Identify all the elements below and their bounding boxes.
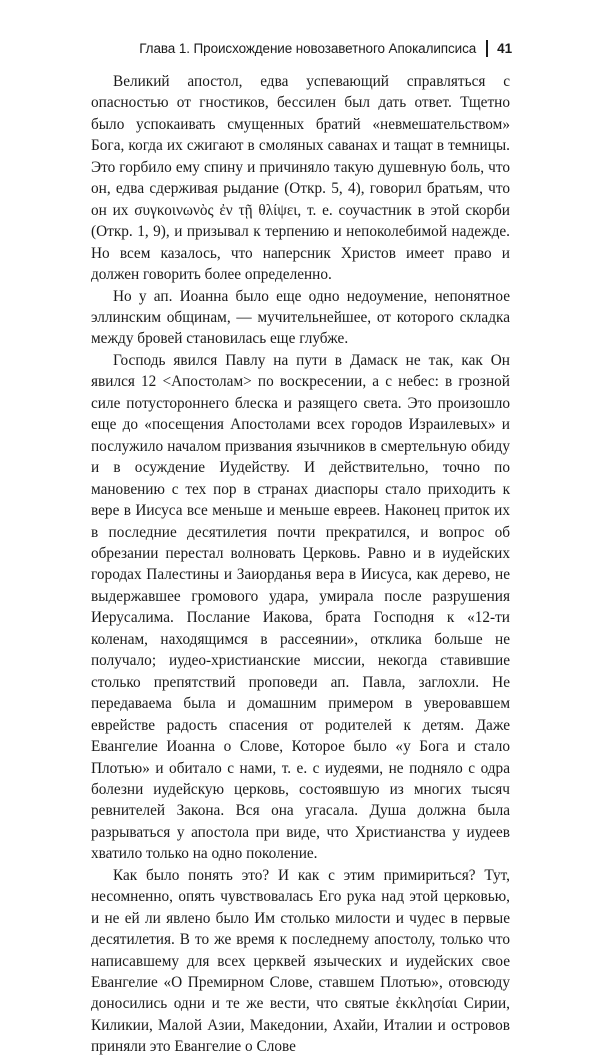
chapter-title: Глава 1. Происхождение новозаветного Апокалипсиса [139, 41, 477, 56]
paragraph: Господь явился Павлу на пути в Дамаск не так, как Он явился 12 <Апостолам> по воскресении, а с небес: в грозной силе потустороннего блеска и разящего света. Это произошло еще до «посещения Апостолами всех городов Израилевых» и послужило началом призвания язычников в смертельную обиду и в осуждение Иудейству. И действительно, точно по мановению с тех пор в странах диаспоры стало приходить к вере в Иисуса все меньше и меньше евреев. Наконец приток их в последние десятилетия почти прекратился, и вопрос об обрезании перестал волновать Церковь. Равно и в иудейских городах Палестины и Заиорданья вера в Иисуса, как дерево, не выдержавшее громового удара, умирала после разрушения Иерусалима. Послание Иакова, брата Господня к «12-ти коленам, находящимся в рассеянии», отклика больше не получало; иудео-христианские миссии, некогда ставившие столько препятствий проповеди ап. Павла, заглохли. Не передаваема была и домашним примером в уверовавшем еврействе радость спасения от родителей к детям. Даже Евангелие Иоанна о Слове, Которое было «у Бога и стало Плотью» и обитало с нами, т. е. с иудеями, не подняло с одра болезни иудейскую церковь, состоявшую из многих тысяч ревнителей Закона. Вся она угасала. Душа должна была разрываться у апостола при виде, что Христианства у иудеев хватило только на одно поколение. [91, 351, 510, 863]
body-text [91, 71, 510, 1058]
paragraph: Но у ап. Иоанна было еще одно недоумение, непонятное эллинским общинам, — мучительнейшее, от которого складка между бровей становилась еще глубже. [91, 287, 510, 348]
paragraph: Как было понять это? И как с этим примириться? Тут, несомненно, опять чувствовалась Его рука над этой церковью, и не ей ли явлено было Им столько милости и чудес в первые десятилетия. В то же время к последнему апостолу, только что написавшему для всех церквей языческих и иудейских свое Евангелие «О Премирном Слове, ставшем Плотью», отовсюду доносились одни и те же вести, что святые ἐκκλησίαι Сирии, Киликии, Малой Азии, Македонии, Ахайи, Италии и островов приняли это Евангелие о Слове [91, 866, 510, 1056]
page-number: 41 [497, 41, 512, 56]
paragraph: Великий апостол, едва успевающий справляться с опасностью от гностиков, бессилен был дать ответ. Тщетно было успокаивать смущенных братий «невмешательством» Бога, когда их сжигают в смоляных саванах и тащат в темницы. Это горбило ему спину и причиняло такую душевную боль, что он, едва сдерживая рыдание (Откр. 5, 4), говорил братьям, что он их συγκοινωνὸς ἐν τῇ θλίψει, т. е. соучастник в этой скорби (Откр. 1, 9), и призывал к терпению и непоколебимой надежде. Но всем казалось, что наперсник Христов имеет право и должен говорить более определенно. [91, 73, 510, 284]
header-separator [486, 40, 488, 57]
running-head [139, 40, 512, 57]
